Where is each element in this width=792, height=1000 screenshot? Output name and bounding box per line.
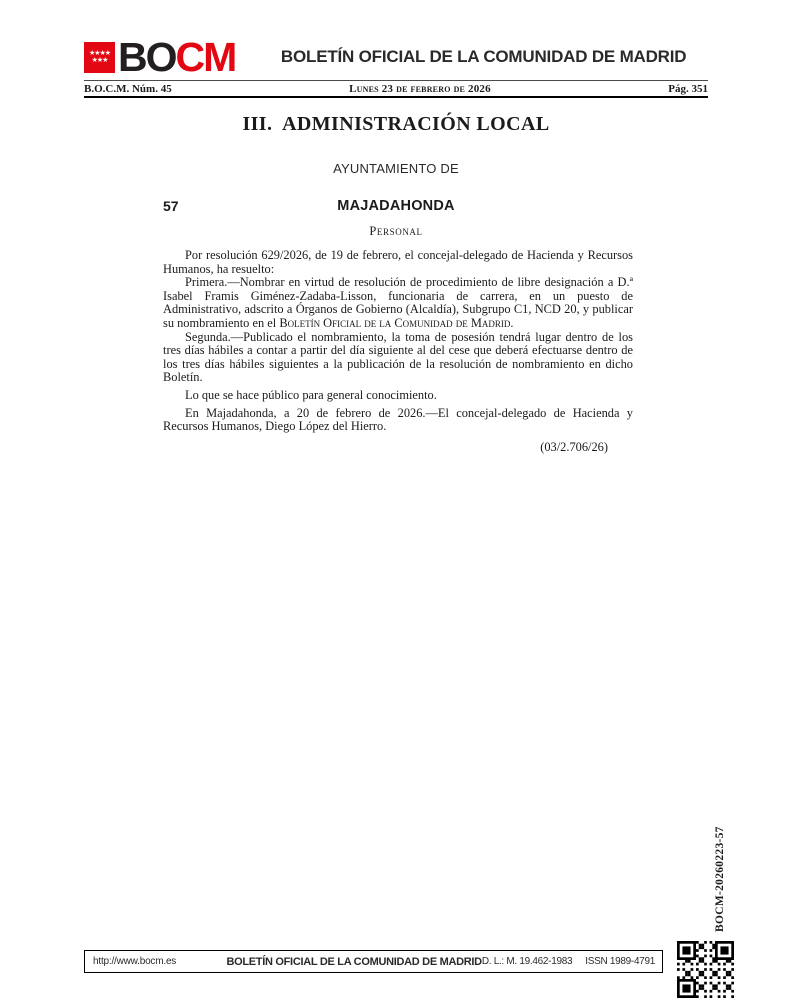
bocm-logo bbox=[84, 33, 236, 80]
paragraph-signature: En Majadahonda, a 20 de febrero de 2026.—El concejal-delegado de Hacienda y Recursos Humanos, Diego López del Hierro. bbox=[163, 405, 633, 434]
footer-bar bbox=[84, 950, 663, 973]
qr-code bbox=[677, 941, 734, 998]
flag-stars-row-bottom: ★★★ bbox=[91, 56, 108, 64]
page-number: Pág. 351 bbox=[668, 83, 708, 95]
footer-title: BOLETÍN OFICIAL DE LA COMUNIDAD DE MADRID bbox=[226, 955, 482, 968]
footer-legal-info bbox=[482, 956, 662, 967]
logo-text-cm: CM bbox=[175, 33, 236, 80]
reference-number: (03/2.706/26) bbox=[540, 439, 608, 454]
masthead-title: BOLETÍN OFICIAL DE LA COMUNIDAD DE MADRID bbox=[280, 47, 687, 66]
category-heading: Personal bbox=[369, 224, 423, 238]
section-title: III. ADMINISTRACIÓN LOCAL bbox=[242, 113, 550, 135]
paragraph-segunda: Segunda.—Publicado el nombramiento, la toma de posesión tendrá lugar dentro de los tres días hábiles a contar a partir del día siguiente al del cese que deberá efectuarse dentro de los tres días hábiles siguientes a la publicación de la resolución de nombramiento en dicho Boletín. bbox=[163, 329, 633, 385]
footer-url-link[interactable]: http://www.bocm.es bbox=[93, 956, 177, 967]
header-rule-thin bbox=[84, 80, 708, 81]
header-rule-thick bbox=[84, 96, 708, 98]
madrid-flag-icon bbox=[84, 42, 115, 73]
vertical-document-code: BOCM-20260223-57 bbox=[714, 826, 726, 932]
flag-stars-row-top: ★★★★ bbox=[88, 48, 111, 57]
paragraph-primera-smallcaps: Boletín Oficial de la Comunidad de Madrid. bbox=[279, 315, 514, 330]
masthead bbox=[84, 33, 708, 80]
article-number: 57 bbox=[163, 198, 179, 214]
paragraph-publicity: Lo que se hace público para general conocimiento. bbox=[185, 387, 437, 402]
municipality-heading: MAJADAHONDA bbox=[337, 198, 455, 214]
subsection-heading: AYUNTAMIENTO DE bbox=[333, 161, 459, 176]
logo-text-bo: BO bbox=[118, 33, 176, 80]
body-text bbox=[163, 249, 633, 454]
legal-deposit: D. L.: M. 19.462-1983 bbox=[481, 956, 573, 967]
paragraph-resolution: Por resolución 629/2026, de 19 de febrero, el concejal-delegado de Hacienda y Recursos Humanos, ha resuelto: bbox=[163, 248, 633, 276]
header-meta-row bbox=[84, 83, 708, 95]
paragraph-primera bbox=[163, 276, 633, 330]
bocm-logo-wordmark bbox=[118, 33, 236, 80]
issn-number: ISSN 1989-4791 bbox=[585, 956, 655, 967]
article-heading-row bbox=[84, 198, 708, 214]
publication-date: Lunes 23 de febrero de 2026 bbox=[349, 83, 491, 95]
paragraph-primera-text: Primera.—Nombrar en virtud de resolución de procedimiento de libre designación a D.ª Isabel Framis Giménez-Zadaba-Lisson, funcionaria de carrera, en un puesto de Administrativo, adscrito a Órganos de Gobierno (Alcaldía), Subgrupo C1, NCD 20, y publicar su nombramiento en el bbox=[163, 275, 633, 330]
issue-number: B.O.C.M. Núm. 45 bbox=[84, 83, 172, 95]
